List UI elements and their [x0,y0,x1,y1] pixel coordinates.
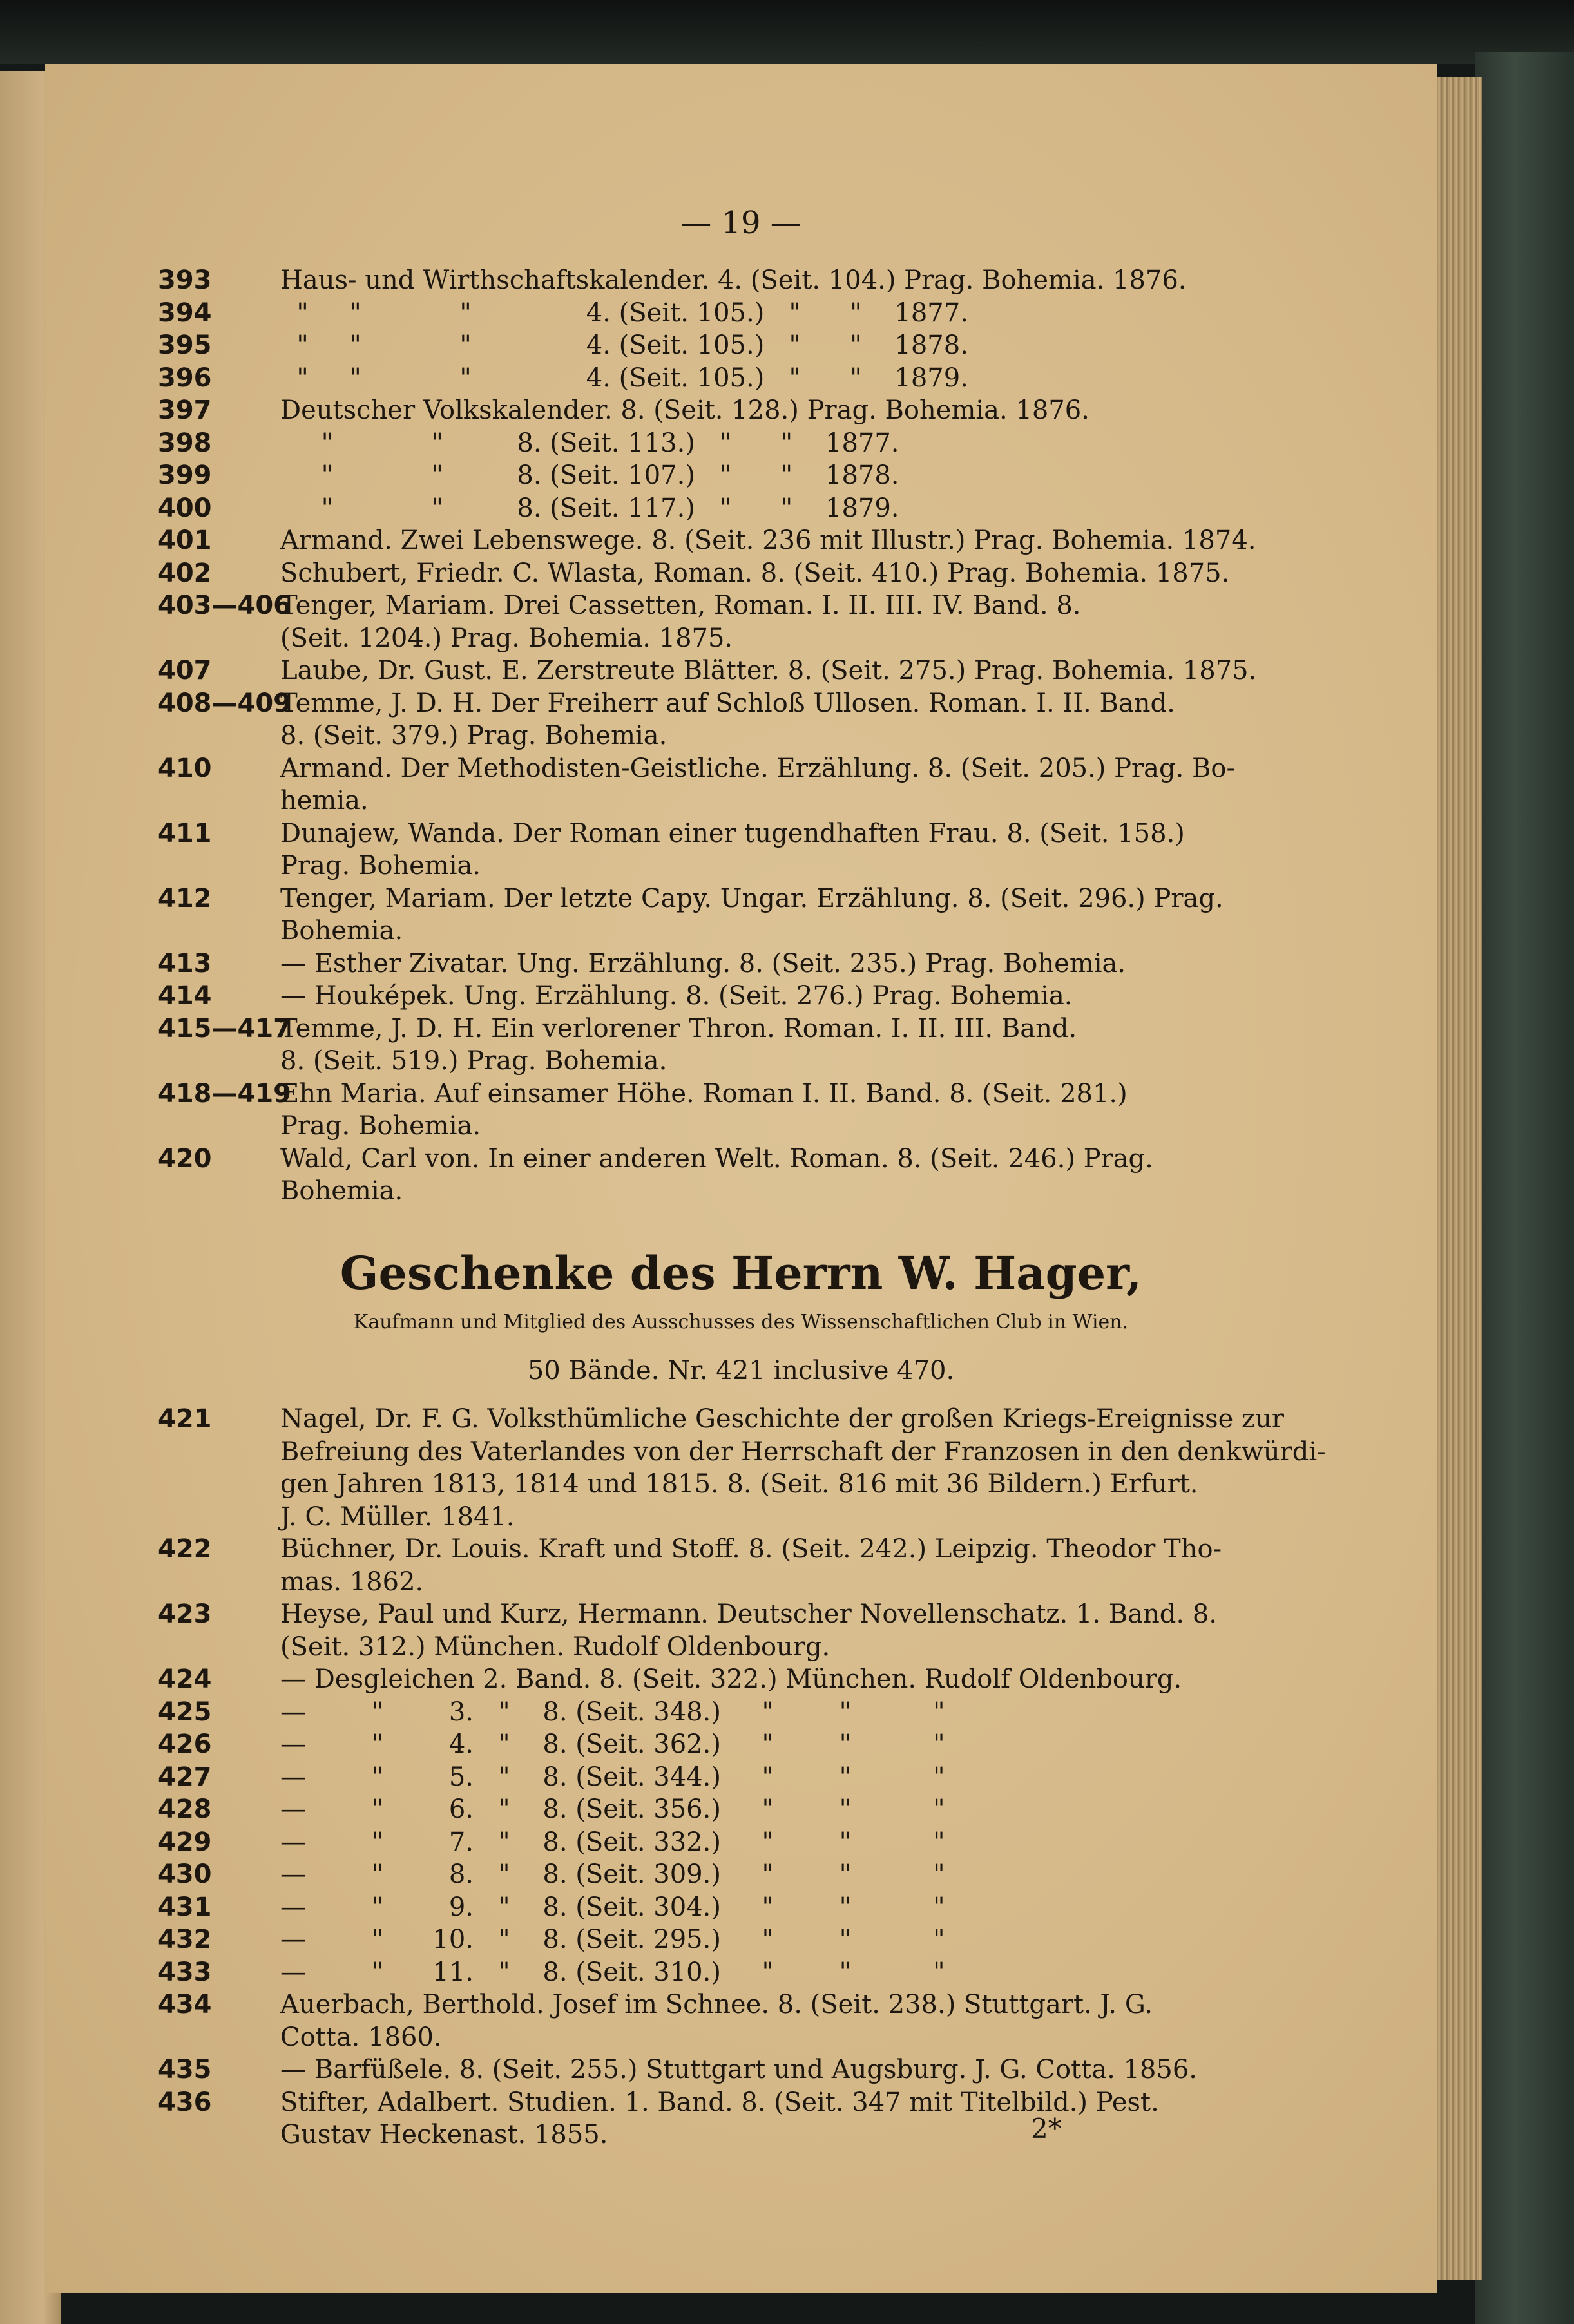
entry-text: Befreiung des Vaterlandes von der Herrschaft der Franzosen in den denkwürdi- [280,1436,1326,1467]
entry-number: 414 [158,981,212,1011]
entry-text: Temme, J. D. H. Der Freiherr auf Schloß Ullosen. Roman. I. II. Band. [280,688,1175,718]
entry-text: Armand. Der Methodisten-Geistliche. Erzählung. 8. (Seit. 205.) Prag. Bo- [280,753,1236,783]
entry-text: 8. (Seit. 519.) Prag. Bohemia. [280,1046,667,1076]
entry-number: 427 [158,1762,212,1792]
entry-text: Heyse, Paul und Kurz, Hermann. Deutscher Novellenschatz. 1. Band. 8. [280,1599,1218,1629]
entry-number: 396 [158,363,212,393]
entry-number: 426 [158,1729,212,1759]
entry-number: 407 [158,656,212,685]
entry-text: — Esther Zivatar. Ung. Erzählung. 8. (Seit. 235.) Prag. Bohemia. [280,948,1126,978]
catalog-entries-lower [45,64,1437,2293]
entry-text: Tenger, Mariam. Der letzte Capy. Ungar. Erzählung. 8. (Seit. 296.) Prag. [280,883,1224,913]
entry-text: mas. 1862. [280,1567,424,1597]
entry-number: 413 [158,948,212,978]
entry-text: — " 5. " 8. (Seit. 344.) " " " [280,1762,945,1792]
entry-text: — Barfüßele. 8. (Seit. 255.) Stuttgart und Augsburg. J. G. Cotta. 1856. [280,2055,1198,2084]
entry-text: hemia. [280,786,369,815]
entry-number: 418—419 [158,1078,291,1109]
entry-text: — " 6. " 8. (Seit. 356.) " " " [280,1795,945,1824]
entry-text: — " 10. " 8. (Seit. 295.) " " " [280,1925,945,1954]
entry-text: " " " 4. (Seit. 105.) " " 1879. [280,363,968,393]
entry-text: Stifter, Adalbert. Studien. 1. Band. 8. (Seit. 347 mit Titelbild.) Pest. [280,2087,1159,2117]
entry-number: 423 [158,1599,212,1629]
section-count: 50 Bände. Nr. 421 inclusive 470. [527,1356,955,1386]
entry-text: gen Jahren 1813, 1814 und 1815. 8. (Seit. 816 mit 36 Bildern.) Erfurt. [280,1469,1198,1499]
entry-number: 425 [158,1697,212,1727]
entry-number: 415—417 [158,1013,291,1043]
page-number: — 19 — [680,205,801,241]
entry-text: Nagel, Dr. F. G. Volksthümliche Geschichte der großen Kriegs-Ereignisse zur [280,1404,1284,1434]
entry-number: 430 [158,1860,212,1889]
entry-text: — " 8. " 8. (Seit. 309.) " " " [280,1860,945,1889]
entry-number: 428 [158,1795,212,1824]
entry-text: Büchner, Dr. Louis. Kraft und Stoff. 8. (Seit. 242.) Leipzig. Theodor Tho- [280,1534,1222,1564]
entry-number: 395 [158,330,212,360]
entry-text: Haus- und Wirthschaftskalender. 4. (Seit. 104.) Prag. Bohemia. 1876. [280,265,1187,295]
entry-number: 435 [158,2055,212,2084]
entry-number: 408—409 [158,688,291,718]
entry-text: Prag. Bohemia. [280,1111,481,1141]
entry-text: — " 4. " 8. (Seit. 362.) " " " [280,1729,945,1759]
entry-text: " " 8. (Seit. 113.) " " 1877. [280,428,899,458]
entry-text: 8. (Seit. 379.) Prag. Bohemia. [280,721,667,750]
entry-number: 433 [158,1957,212,1987]
entry-number: 420 [158,1143,212,1174]
entry-text: Ehn Maria. Auf einsamer Höhe. Roman I. II. Band. 8. (Seit. 281.) [280,1078,1128,1109]
entry-number: 424 [158,1664,212,1694]
entry-number: 422 [158,1534,212,1564]
entry-text: Schubert, Friedr. C. Wlasta, Roman. 8. (Seit. 410.) Prag. Bohemia. 1875. [280,558,1230,588]
entry-text: (Seit. 312.) München. Rudolf Oldenbourg. [280,1632,830,1662]
entry-number: 431 [158,1892,212,1922]
entry-text: " " " 4. (Seit. 105.) " " 1877. [280,298,968,328]
entry-number: 399 [158,461,212,490]
entry-text: Cotta. 1860. [280,2022,442,2052]
entry-number: 401 [158,526,212,555]
entry-number: 436 [158,2087,212,2117]
entry-text: — " 3. " 8. (Seit. 348.) " " " [280,1697,945,1727]
entry-number: 394 [158,298,212,328]
entry-text: Gustav Heckenast. 1855. [280,2120,608,2149]
entry-number: 398 [158,428,212,458]
entry-text: J. C. Müller. 1841. [280,1501,515,1532]
entry-number: 393 [158,265,212,295]
entry-text: — " 7. " 8. (Seit. 332.) " " " [280,1827,945,1857]
entry-text: " " 8. (Seit. 107.) " " 1878. [280,461,899,490]
entry-text: Tenger, Mariam. Drei Cassetten, Roman. I. II. III. IV. Band. 8. [280,591,1081,620]
entry-text: — " 11. " 8. (Seit. 310.) " " " [280,1957,945,1987]
entry-number: 397 [158,395,212,425]
entry-text: Laube, Dr. Gust. E. Zerstreute Blätter. 8. (Seit. 275.) Prag. Bohemia. 1875. [280,656,1257,685]
entry-text: " " " 4. (Seit. 105.) " " 1878. [280,330,968,360]
signature-mark: 2* [1031,2113,1062,2144]
book-page [45,64,1437,2293]
book-cover-top [0,0,1574,64]
entry-number: 434 [158,1990,212,2019]
entry-text: Armand. Zwei Lebenswege. 8. (Seit. 236 mit Illustr.) Prag. Bohemia. 1874. [280,526,1256,555]
entry-number: 421 [158,1404,212,1434]
section-subheading: Kaufmann und Mitglied des Ausschusses des Wissenschaftlichen Club in Wien. [353,1311,1129,1333]
section-heading: Geschenke des Herrn W. Hager, [340,1246,1142,1300]
entry-text: Bohemia. [280,1176,403,1206]
entry-text: — " 9. " 8. (Seit. 304.) " " " [280,1892,945,1922]
entry-number: 429 [158,1827,212,1857]
book-cover-right [1475,52,1574,2324]
entry-text: Temme, J. D. H. Ein verlorener Thron. Roman. I. II. III. Band. [280,1013,1077,1043]
entry-text: — Desgleichen 2. Band. 8. (Seit. 322.) München. Rudolf Oldenbourg. [280,1664,1182,1694]
entry-number: 412 [158,883,212,913]
entry-text: Prag. Bohemia. [280,851,481,881]
entry-text: " " 8. (Seit. 117.) " " 1879. [280,493,899,523]
entry-number: 410 [158,753,212,783]
entry-number: 411 [158,818,212,848]
entry-number: 403—406 [158,591,291,620]
entry-text: Bohemia. [280,916,403,946]
entry-number: 432 [158,1925,212,1954]
entry-text: Deutscher Volkskalender. 8. (Seit. 128.) Prag. Bohemia. 1876. [280,395,1089,425]
entry-text: Wald, Carl von. In einer anderen Welt. Roman. 8. (Seit. 246.) Prag. [280,1143,1153,1174]
entry-number: 402 [158,558,212,588]
entry-text: Dunajew, Wanda. Der Roman einer tugendhaften Frau. 8. (Seit. 158.) [280,818,1185,848]
entry-text: — Houképek. Ung. Erzählung. 8. (Seit. 276.) Prag. Bohemia. [280,981,1073,1011]
entry-number: 400 [158,493,212,523]
entry-text: (Seit. 1204.) Prag. Bohemia. 1875. [280,623,733,653]
entry-text: Auerbach, Berthold. Josef im Schnee. 8. (Seit. 238.) Stuttgart. J. G. [280,1990,1153,2019]
